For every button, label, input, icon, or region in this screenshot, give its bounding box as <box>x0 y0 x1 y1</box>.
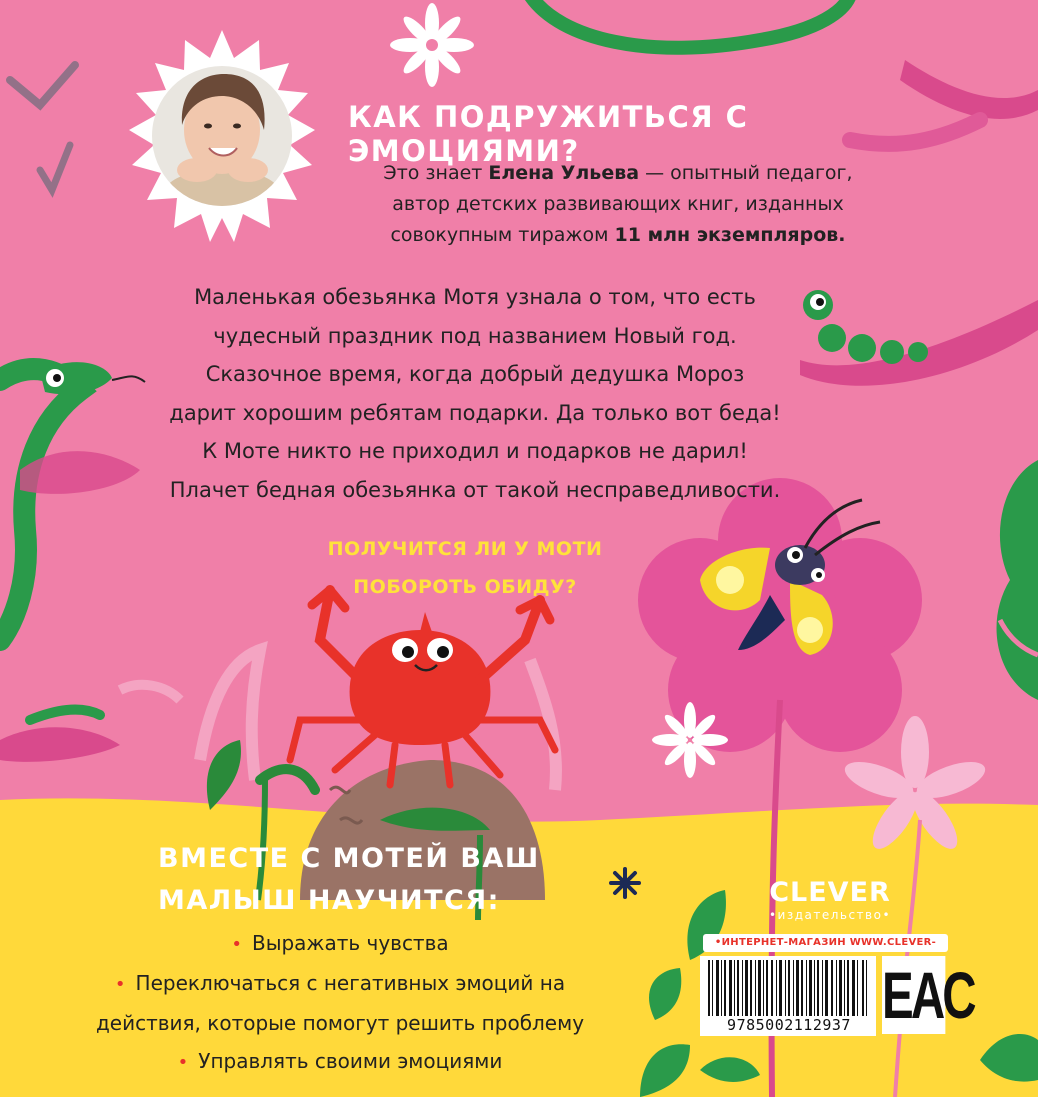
story-question: ПОЛУЧИТСЯ ЛИ У МОТИ ПОБОРОТЬ ОБИДУ? <box>327 538 603 598</box>
eac-mark: EAC <box>882 958 974 1032</box>
skill-item-continuation: действия, которые помогут решить проблему <box>95 1011 585 1035</box>
bullet-icon: • <box>231 934 242 955</box>
barcode-bars <box>700 960 876 1022</box>
skills-list <box>60 920 620 1082</box>
skill-item: • Переключаться с негативных эмоций на <box>114 971 566 995</box>
bullet-icon: • <box>114 974 126 995</box>
barcode <box>700 956 876 1036</box>
author-photo <box>112 30 332 250</box>
author-intro: Это знает Елена Ульева — опытный педагог, автор детских развивающих книг, изданных совокупным тиражом 11 млн экземпляров. <box>383 162 853 246</box>
shop-url: •ИНТЕРНЕТ-МАГАЗИН WWW.CLEVER- <box>703 934 948 952</box>
headline: КАК ПОДРУЖИТЬСЯ С ЭМОЦИЯМИ? <box>348 100 749 168</box>
circulation: 11 млн экземпляров. <box>614 224 846 246</box>
story-text: Маленькая обезьянка Мотя узнала о том, что есть чудесный праздник под названием Новый год. Сказочное время, когда добрый дедушка Мороз дарит хорошим ребятам подарки. Да только вот беда! К Моте никто не приходил и подарков не дарил! Плачет бедная обезьянка от такой несправедливости. <box>169 285 781 502</box>
isbn-digits: 9785002112937 <box>704 1016 874 1034</box>
author-name: Елена Ульева <box>488 162 640 184</box>
bullet-icon: • <box>177 1052 189 1073</box>
learn-heading: ВМЕСТЕ С МОТЕЙ ВАШ МАЛЫШ НАУЧИТСЯ: <box>158 843 540 916</box>
skill-item: • Управлять своими эмоциями <box>177 1049 503 1073</box>
publisher-logo: CLEVER •издательство• <box>768 877 892 922</box>
skill-item: • Выражать чувства <box>231 931 449 955</box>
